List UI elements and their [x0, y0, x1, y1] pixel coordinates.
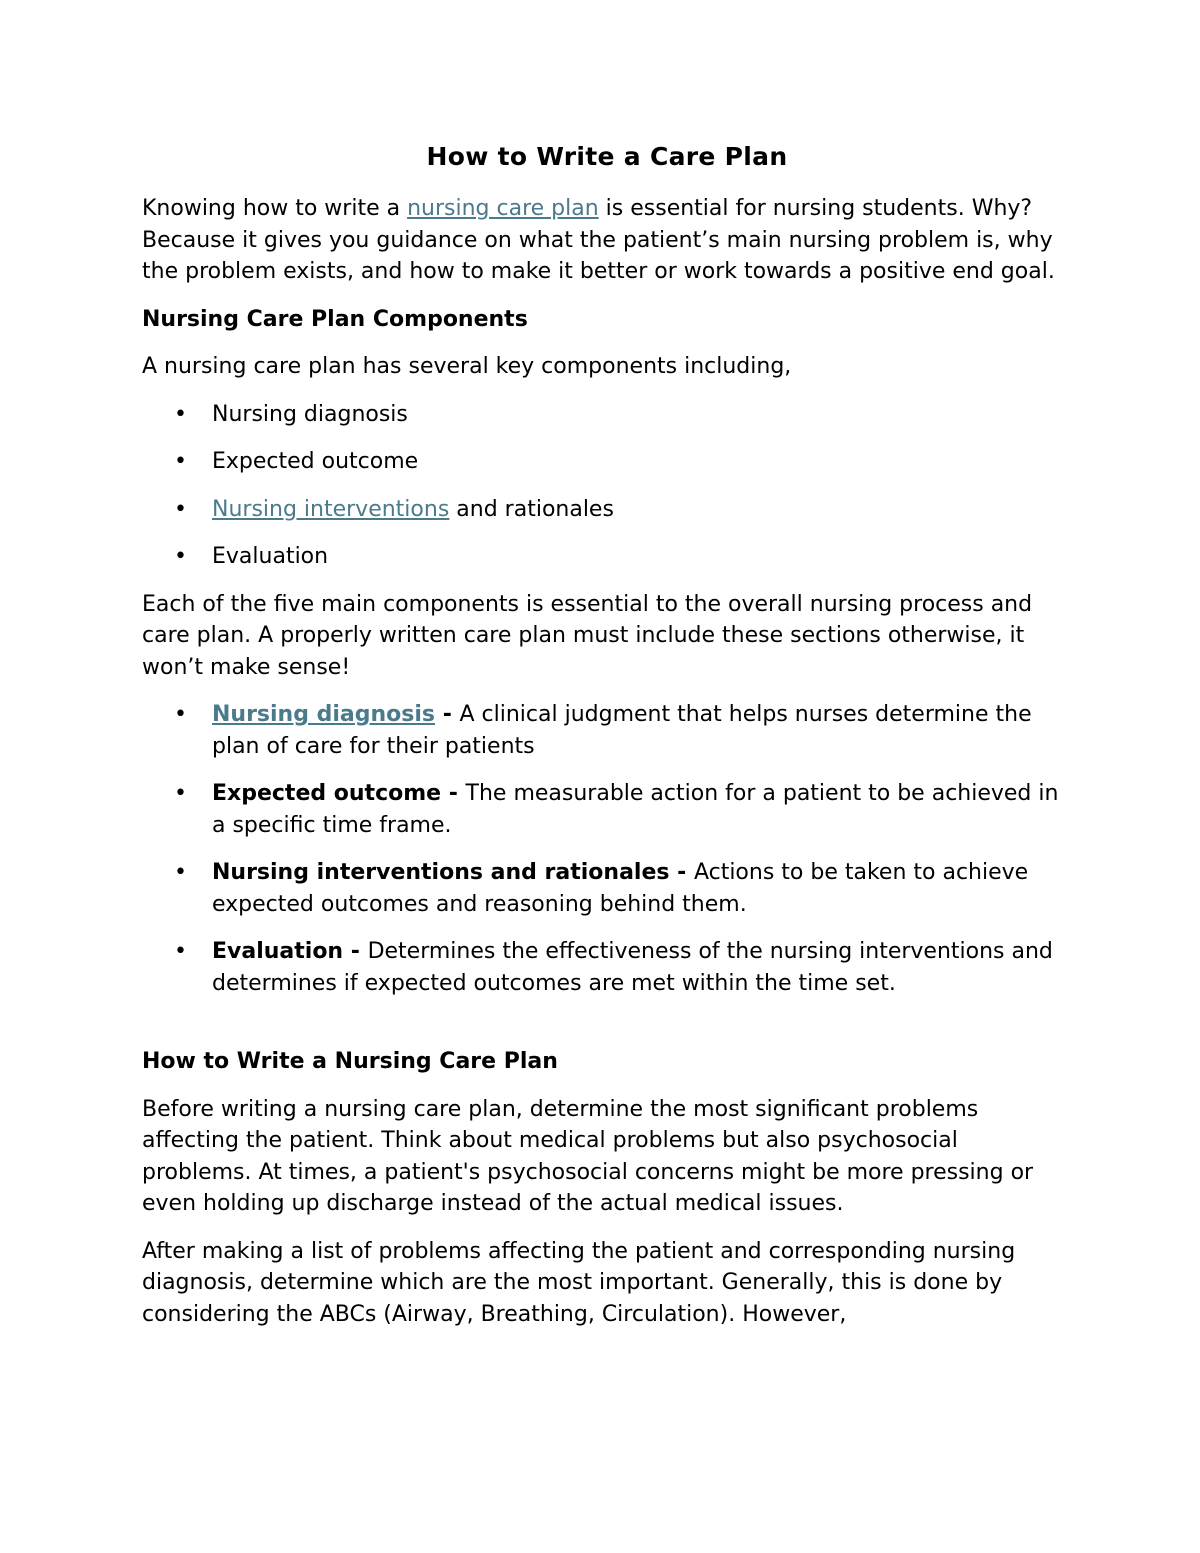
definition-separator: -	[343, 939, 368, 964]
definition-item	[142, 857, 1072, 920]
definition-text: Determines the effectiveness of the nursing interventions and determines if expected outcomes are met within the time set.	[212, 939, 1053, 996]
definition-text: Actions to be taken to achieve expected outcomes and reasoning behind them.	[212, 860, 1029, 917]
definition-item	[142, 936, 1072, 999]
list-item-text: Expected outcome	[212, 449, 419, 474]
intro-text-before: Knowing how to write a	[142, 196, 408, 221]
bullet-icon: •	[174, 496, 187, 522]
blank-line	[142, 1015, 1072, 1046]
body-paragraph: After making a list of problems affecting the patient and corresponding nursing diagnosis, determine which are the most important. Generally, this is done by considering the ABCs (Airway, Breathing, Circulation). However,	[142, 1238, 1016, 1327]
definition-term: Evaluation	[212, 939, 344, 964]
list-item	[142, 541, 1072, 573]
document-page	[142, 138, 1072, 1346]
section-heading-components: Nursing Care Plan Components	[142, 306, 528, 332]
definition-term: Nursing interventions and rationales	[212, 860, 670, 885]
components-list	[142, 399, 1072, 573]
intro-text-after: is essential for nursing students. Why? Because it gives you guidance on what the patient’s main nursing problem is, why the problem exists, and how to make it better or work towards a positive end goal.	[142, 196, 1055, 284]
list-item-text: Evaluation	[212, 544, 329, 569]
section-heading-how-to-write: How to Write a Nursing Care Plan	[142, 1049, 558, 1074]
list-item	[142, 494, 1072, 526]
intro-paragraph	[142, 193, 1072, 288]
bullet-icon: •	[174, 860, 187, 885]
definition-separator: -	[441, 781, 466, 806]
body-paragraph: Before writing a nursing care plan, determine the most significant problems affecting the patient. Think about medical problems but also psychosocial problems. At times, a patient's psychosocial concerns might be more pressing or even holding up discharge instead of the actual medical issues.	[142, 1096, 1034, 1216]
bullet-icon: •	[174, 939, 187, 964]
list-item-text: Nursing diagnosis	[212, 401, 408, 427]
nursing-interventions-link[interactable]: Nursing interventions	[212, 496, 450, 522]
definition-term: Expected outcome	[212, 781, 442, 806]
definition-text: The measurable action for a patient to be achieved in a specific time frame.	[212, 781, 1059, 838]
bullet-icon: •	[174, 781, 187, 806]
definition-text: A clinical judgment that helps nurses determine the plan of care for their patients	[212, 702, 1032, 759]
list-item-text: and rationales	[449, 496, 614, 522]
page-title: How to Write a Care Plan	[426, 142, 788, 171]
nursing-care-plan-link[interactable]: nursing care plan	[407, 196, 599, 221]
list-item	[142, 399, 1072, 431]
list-item	[142, 446, 1072, 478]
components-lead: A nursing care plan has several key components including,	[142, 354, 792, 379]
bullet-icon: •	[174, 702, 187, 727]
bullet-icon: •	[174, 401, 187, 427]
definition-item	[142, 699, 1072, 762]
definition-separator: -	[669, 860, 694, 885]
bullet-icon: •	[174, 544, 187, 569]
bullet-icon: •	[174, 449, 187, 474]
definition-item	[142, 778, 1072, 841]
nursing-diagnosis-link[interactable]: Nursing diagnosis	[212, 702, 436, 727]
definitions-list	[142, 699, 1072, 999]
definition-separator: -	[435, 702, 460, 727]
components-paragraph: Each of the five main components is essential to the overall nursing process and care plan. A properly written care plan must include these sections otherwise, it won’t make sense!	[142, 591, 1033, 680]
